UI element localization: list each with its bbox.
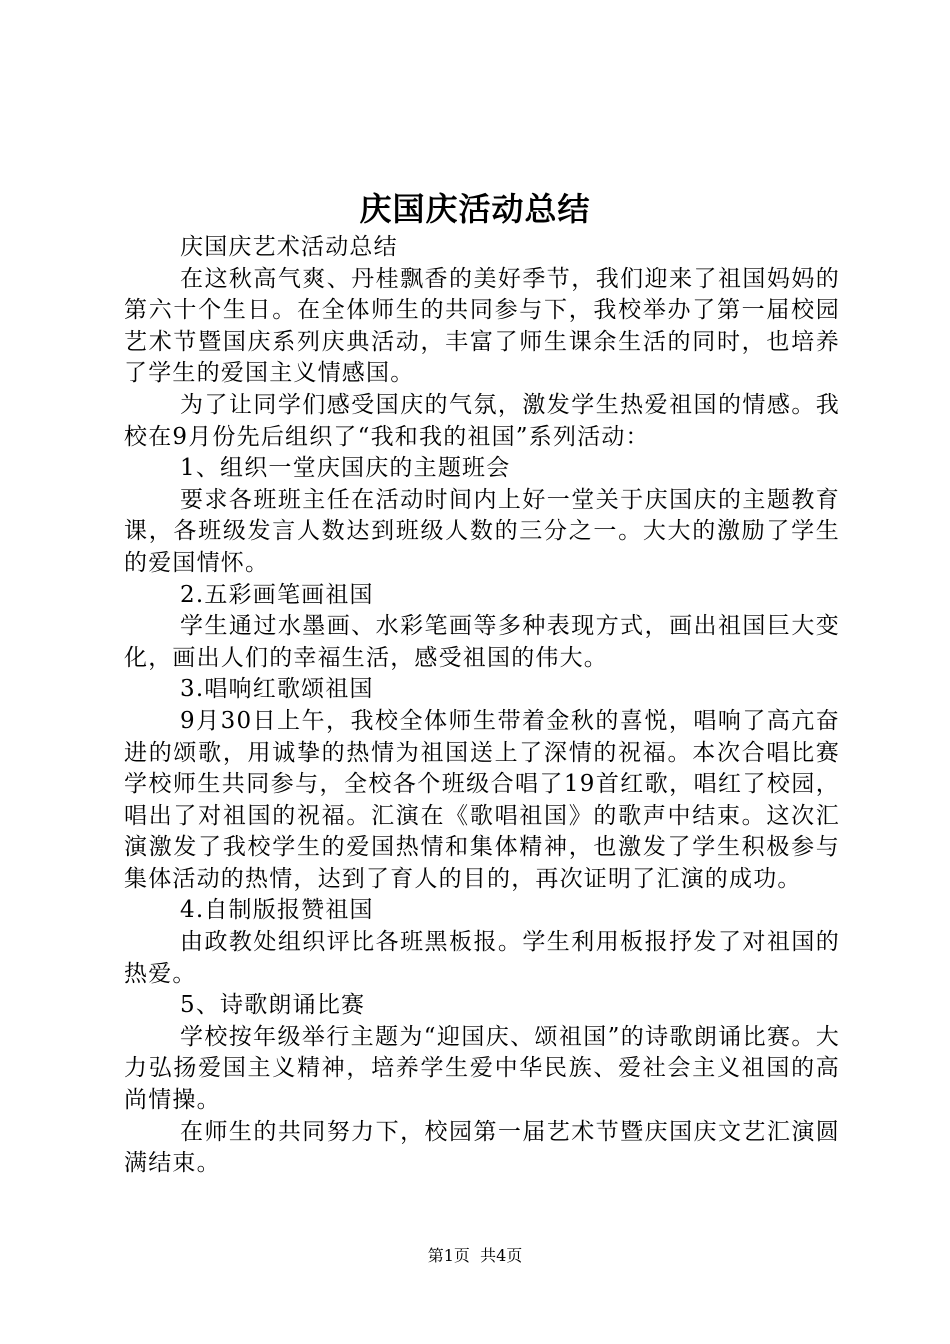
activity-heading-2: 2.五彩画笔画祖国: [180, 581, 374, 608]
activity-body-1: 要求各班班主任在活动时间内上好一堂关于庆国庆的主题教育课，各班级发言人数达到班级人数的三分之一。大大的激励了学生的爱国情怀。: [124, 486, 840, 576]
paragraph-conclusion: 在师生的共同努力下，校园第一届艺术节暨庆国庆文艺汇演圆满结束。: [124, 1118, 840, 1177]
activity-body-5: 学校按年级举行主题为“迎国庆、颂祖国”的诗歌朗诵比赛。大力弘扬爱国主义精神，培养学生爱中华民族、爱社会主义祖国的高尚情操。: [124, 1023, 840, 1114]
page-number-total: 共4页: [480, 1246, 523, 1265]
page-number-current: 第1页: [427, 1246, 470, 1265]
document-body: [124, 232, 840, 1180]
activity-heading-3: 3.唱响红歌颂祖国: [180, 676, 374, 703]
activity-heading-4: 4.自制版报赞祖国: [180, 897, 374, 924]
activity-heading-1: 1、组织一堂庆国庆的主题班会: [180, 455, 511, 482]
activity-body-4: 由政教处组织评比各班黑板报。学生利用板报抒发了对祖国的热爱。: [124, 929, 840, 987]
activity-body-3: 9月30日上午，我校全体师生带着金秋的喜悦，唱响了高亢奋进的颂歌，用诚挚的热情为祖国送上了深情的祝福。本次合唱比赛学校师生共同参与，全校各个班级合唱了19首红歌，唱红了校园，唱出了对祖国的祝福。汇演在《歌唱祖国》的歌声中结束。这次汇演激发了我校学生的爱国热情和集体精神，也激发了学生积极参与集体活动的热情，达到了育人的目的，再次证明了汇演的成功。: [124, 707, 840, 892]
paragraph-intro: 在这秋高气爽、丹桂飘香的美好季节，我们迎来了祖国妈妈的第六十个生日。在全体师生的共同参与下，我校举办了第一届校园艺术节暨国庆系列庆典活动，丰富了师生课余生活的同时，也培养了学生的爱国主义情感国。: [124, 265, 840, 387]
paragraph-activities-overview: 为了让同学们感受国庆的气氛，激发学生热爱祖国的情感。我校在9月份先后组织了“我和我的祖国”系列活动：: [124, 391, 840, 450]
activity-body-2: 学生通过水墨画、水彩笔画等多种表现方式，画出祖国巨大变化，画出人们的幸福生活，感受祖国的伟大。: [124, 613, 840, 671]
document-title: 庆国庆活动总结: [359, 190, 591, 228]
page-footer: [0, 1244, 950, 1268]
activity-heading-5: 5、诗歌朗诵比赛: [180, 992, 366, 1019]
section-subtitle: 庆国庆艺术活动总结: [180, 234, 398, 260]
